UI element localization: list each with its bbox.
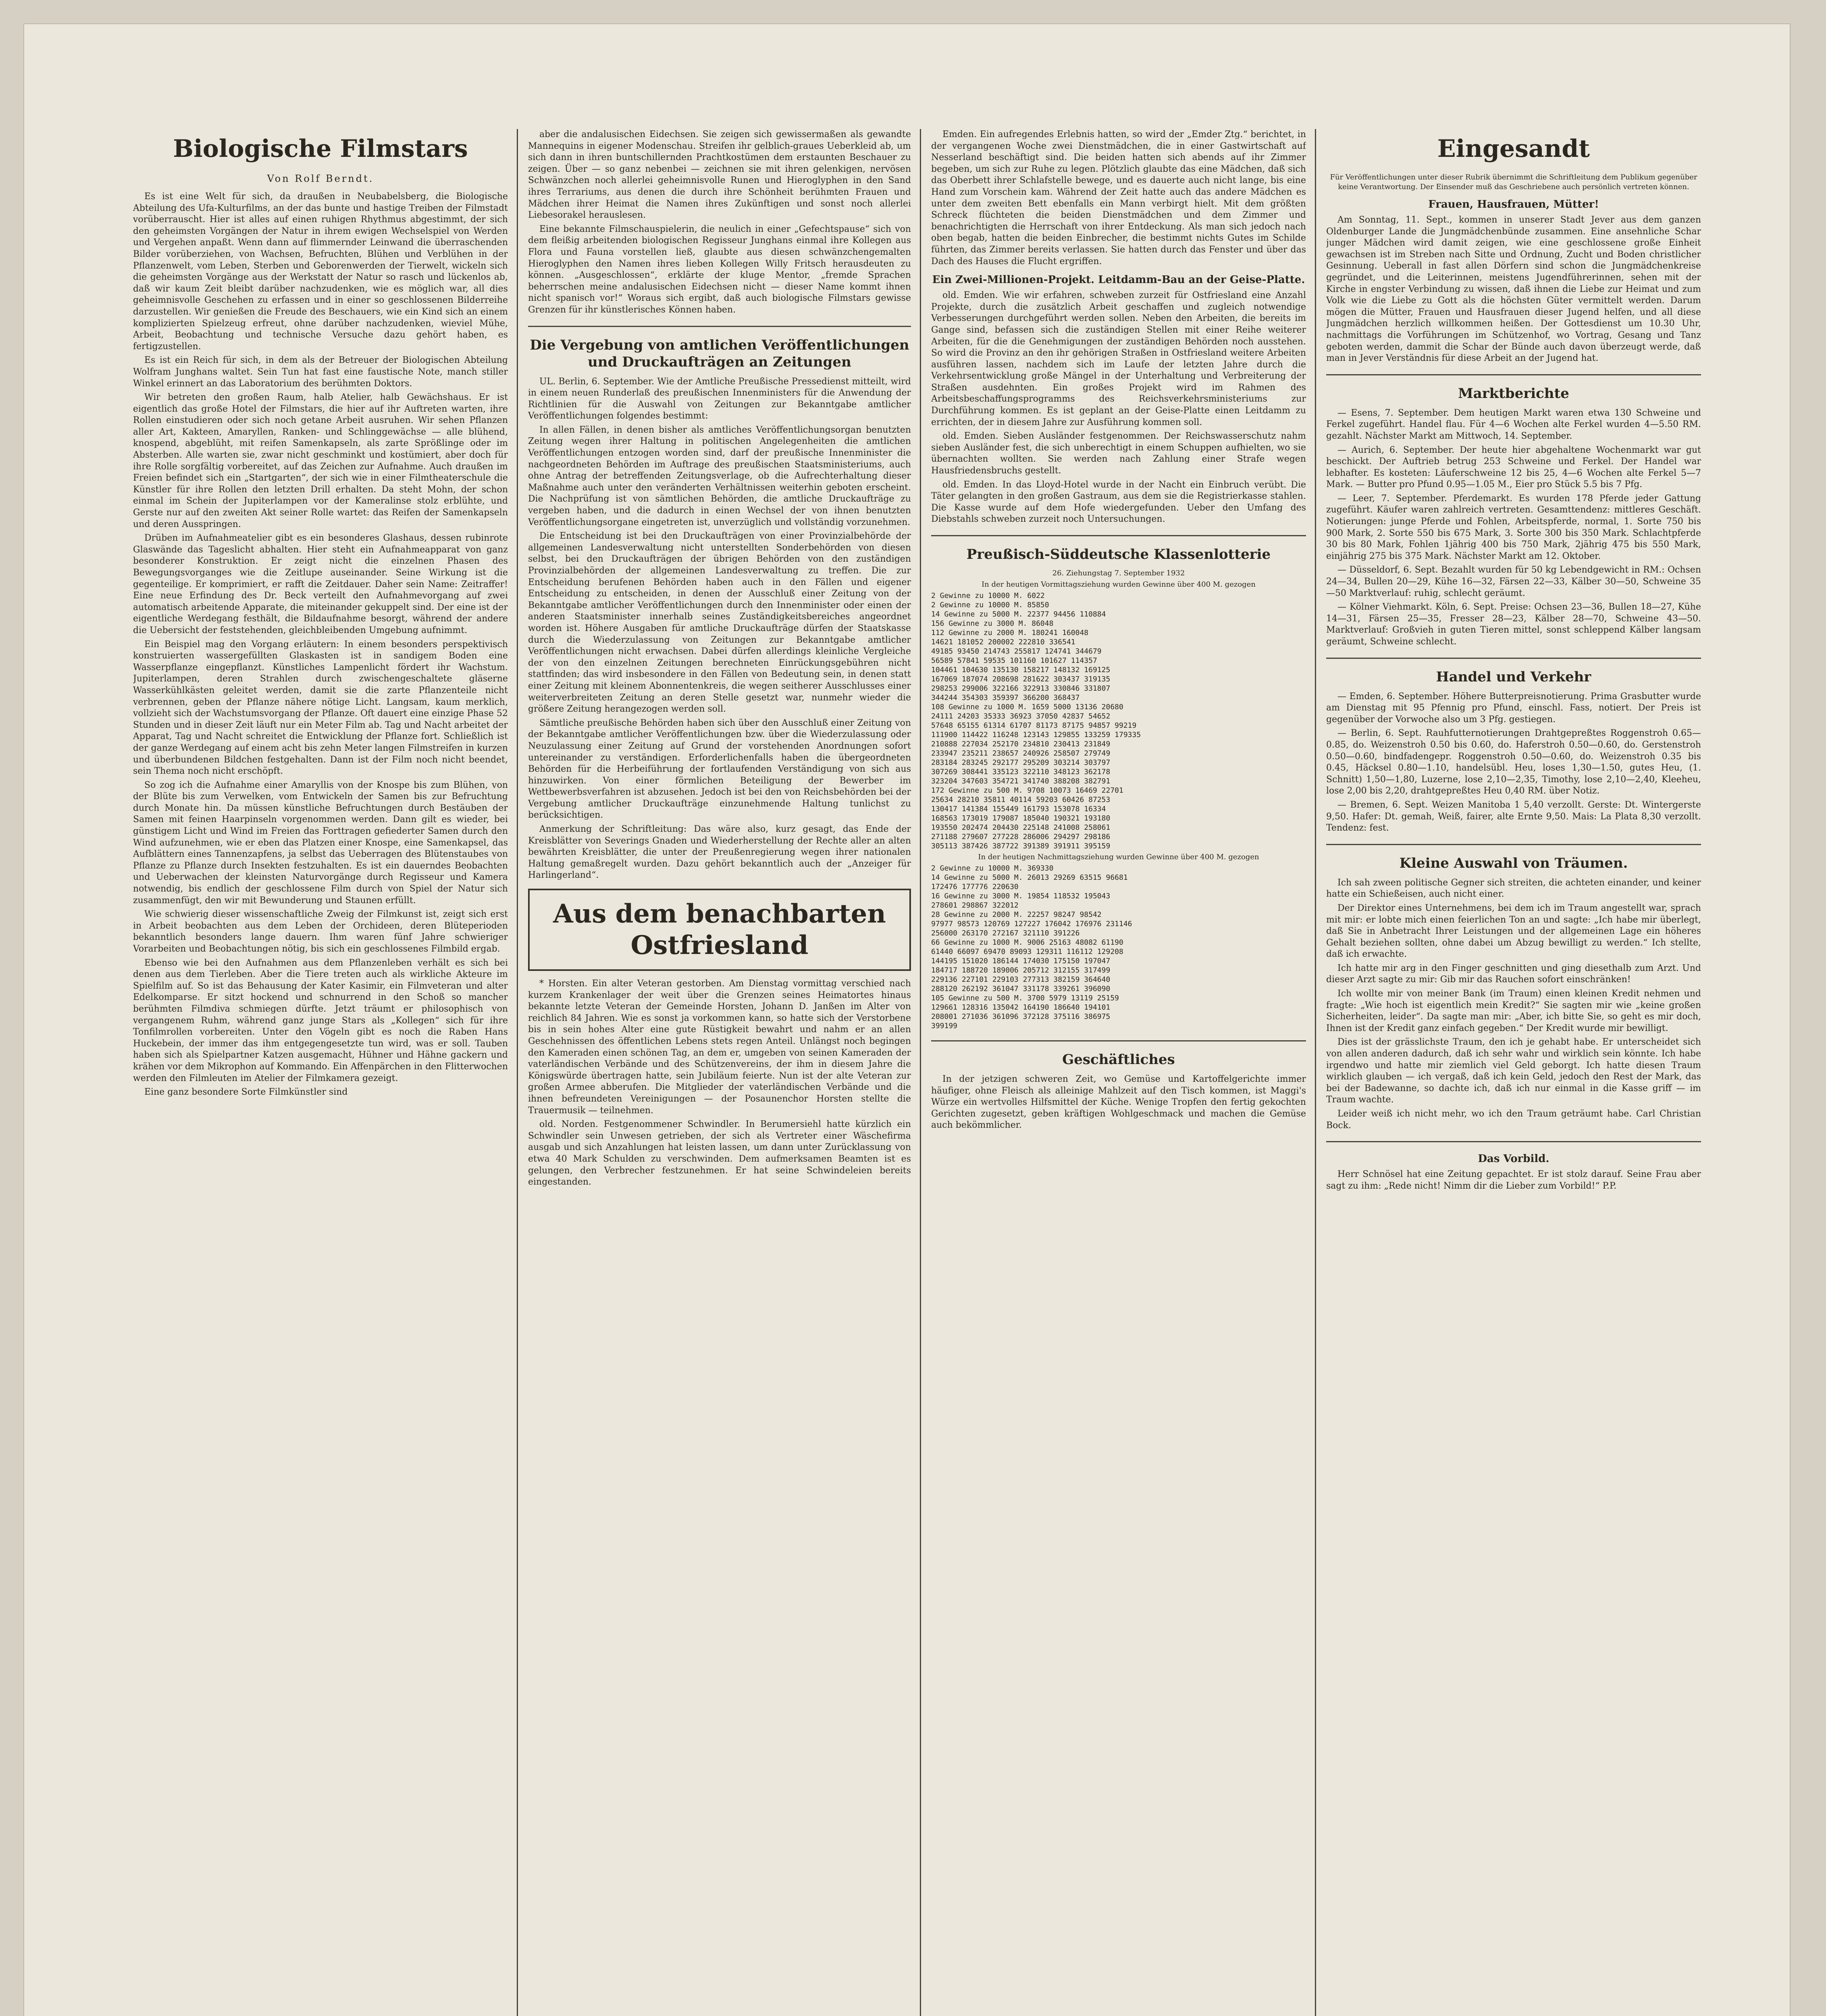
paragraph: Am Sonntag, 11. Sept., kommen in unserer Stadt Jever aus dem ganzen Oldenburger Lande die Jungmädchenbünde zusammen. Eine ansehnliche Schar junger Mädchen wird damit zeigen, wie eine geschlossene große Einheit gewachsen ist im Streben nach Sitte und Ordnung, Zucht und Boden christlicher Gesinnung. Ueberall in fast allen Dörfern sind schon die Jungmädchenkreise gegründet, und die Leiterinnen, meistens Jugendführerinnen, sehen mit der Kirche in engster Verbindung zu wissen, daß ihnen die Liebe zur Heimat und zum Volk wie die Liebe zu Gott als die höchsten Güter vermittelt werden. Darum mögen die Mütter, Frauen und Hausfrauen dieser Jugend helfen, und all diese Jungmädchen herzlich willkommen heißen. Der Gottesdienst um 10.30 Uhr, nachmittags die Vorführungen im Schützenhof, wo Vortrag, Gesang und Tanz geboten werden, dammit die Schar der Bünde auch davon überzeugt werde, daß man in Jever Verständnis für diese Arbeit an der Jugend hat. bbox=[1326, 215, 1701, 364]
article-headline: Eingesandt bbox=[1437, 135, 1590, 163]
paragraph: In allen Fällen, in denen bisher als amtliches Veröffentlichungsorgan benutzten Zeitung wegen ihrer Haltung in politischen Angelegenheiten die amtlichen Veröffentlichungen entzogen worden sind, darf der preußische Innenminister die nachgeordneten Behörden im Auftrage des preußischen Staatsministeriums, auch ohne Antrag der betreffenden Zeitungsverlage, ob die Aufrechterhaltung dieser Maßnahme auch unter den veränderten Verhältnissen weiterhin geboten erscheint. Die Nachprüfung ist von sämtlichen Behörden, die amtliche Druckaufträge zu vergeben haben, und die dadurch in einen Wechsel der von ihnen benutzten Veröffentlichungsorgane eingetreten ist, unverzüglich und vollständig vorzunehmen. bbox=[528, 425, 911, 527]
paragraph: Dies ist der grässlichste Traum, den ich je gehabt habe. Er unterscheidet sich von allen anderen dadurch, daß ich sehr wahr und wirklich sein könnte. Ich habe irgendwo und hatte mir ziemlich viel Geld geborgt. Ich hatte diesen Traum wirklich glauben — ich vergaß, daß ich kein Geld, jedoch den Rest der Mark, das bei der Badewanne, so dachte ich, daß ich nur einmal in die Kasse griff — im Traum wachte. bbox=[1326, 1037, 1701, 1105]
section-separator bbox=[931, 1040, 1306, 1041]
table-row: 184717 188720 189006 205712 312155 317499 bbox=[931, 966, 1111, 975]
table-row: 172476 177776 220630 bbox=[931, 883, 1019, 891]
note-text: In der heutigen Nachmittagsziehung wurden Gewinne über 400 M. gezogen bbox=[978, 853, 1259, 861]
column-2 bbox=[528, 129, 911, 2016]
table-row: 168563 173019 179087 185040 190321 193180 bbox=[931, 814, 1111, 823]
table-row: 208001 271036 361096 372128 375116 386975 bbox=[931, 1012, 1111, 1021]
table-row: 256000 263170 272167 321110 391226 bbox=[931, 929, 1080, 937]
column-divider-1 bbox=[517, 129, 518, 2016]
table-row: 56589 57841 59535 101160 101627 114357 bbox=[931, 656, 1097, 665]
note-text: In der heutigen Vormittagsziehung wurden Gewinne über 400 M. gezogen bbox=[982, 580, 1256, 589]
paragraph: Anmerkung der Schriftleitung: Das wäre also, kurz gesagt, das Ende der Kreisblätter von Severings Gnaden und Wiederherstellung der Rechte aller an alten bewährten Kreisblätter, die unter der Preußenregierung wegen ihrer nationalen Haltung gemaßregelt wurden. Dazu gehört bekanntlich auch der „Anzeiger für Harlingerland“. bbox=[528, 824, 911, 881]
table-row: 25634 28210 35811 40114 59203 60426 87253 bbox=[931, 796, 1111, 804]
table-row: 305113 387426 387722 391389 391911 395159 bbox=[931, 842, 1111, 850]
lottery-numbers-table bbox=[931, 591, 1306, 851]
paragraph: aber die andalusischen Eidechsen. Sie zeigen sich gewissermaßen als gewandte Mannequins in eigener Modenschau. Streifen ihr gelblich-graues Ueberkleid ab, um sich dann in ihren buntschillernden Prachtkostümen dem erstaunten Beschauer zu zeigen. Über — so ganz nebenbei — zeichnen sie mit ihren gelenkigen, nervösen Schwänzchen noch allerlei geheimnisvolle Runen und Hieroglyphen in den Sand ihres Terrariums, aus denen die durch ihre Schönheit berühmten Frauen und Mädchen ihrer Heimat die Namen ihres Zukünftigen und sonst noch allerlei Liebesorakel herauslesen. bbox=[528, 129, 911, 221]
paragraph: Der Direktor eines Unternehmens, bei dem ich im Traum angestellt war, sprach mit mir: er lobte mich einen feierlichen Ton an und sagte: „Ich habe mir überlegt, daß Sie in Anbetracht Ihrer Leistungen und der allgemeinen Lage ein höheres Gehalt beziehen sollten, ohne dabei um Abzug bewilligt zu werden.“ Ich stellte, daß ich erwachte. bbox=[1326, 903, 1701, 960]
table-row: 271188 279607 277228 286006 294297 298186 bbox=[931, 833, 1111, 841]
table-row: 229136 227101 229103 277313 382159 364640 bbox=[931, 975, 1111, 984]
table-row: 298253 299006 322166 322913 330846 331807 bbox=[931, 684, 1111, 693]
paragraph: — Bremen, 6. Sept. Weizen Manitoba 1 5,40 verzollt. Gerste: Dt. Wintergerste 9,50. Hafer: Dt. gemah, Weiß, fairer, alte Ernte 9,50. Mais: La Plata 8,30 verzollt. Tendenz: fest. bbox=[1326, 800, 1701, 833]
column-4 bbox=[1326, 129, 1701, 2016]
paragraph: old. Emden. Sieben Ausländer festgenommen. Der Reichswasserschutz nahm sieben Ausländer fest, die sich unberechtigt in einem Schuppen aufhielten, wo sie übernachten wollten. Sie werden nach Zahlung einer Strafe wegen Hausfriedensbruchs gestellt. bbox=[931, 431, 1306, 476]
paragraph: old. Emden. Wie wir erfahren, schweben zurzeit für Ostfriesland eine Anzahl Projekte, durch die zusätzlich Arbeit geschaffen und zugleich notwendige Verbesserungen durchgeführt werden sollen. Neben den Arbeiten, die bereits im Gange sind, befassen sich die zuständigen Stellen mit einer Reihe weiterer Arbeiten, für die die Genehmigungen der zuständigen Behörden noch ausstehen. So wird die Provinz an den ihr gehörigen Straßen in Ostfriesland weitere Arbeiten ausführen lassen, nachdem sich im Laufe der letzten Jahre durch die Verkehrsentwicklung große Mängel in der Unterhaltung und Verbreiterung der Straßen ausdehnten. Ein großes Projekt wird im Rahmen des Arbeitsbeschaffungsprogramms des Reichsverkehrsministeriums zur Durchführung kommen. Es ist geplant an der Geise-Platte einen Leitdamm zu errichten, der in diesem Jahre zur Ausführung kommen soll. bbox=[931, 290, 1306, 427]
table-row: 2 Gewinne zu 10000 M. 6022 bbox=[931, 591, 1045, 600]
table-row: 105 Gewinne zu 500 M. 3700 5979 13119 25159 bbox=[931, 994, 1119, 1002]
section-heading: Marktberichte bbox=[1458, 385, 1569, 402]
sub-heading: Das Vorbild. bbox=[1478, 1153, 1549, 1165]
paragraph: Herr Schnösel hat eine Zeitung gepachtet. Er ist stolz darauf. Seine Frau aber sagt zu ihm: „Rede nicht! Nimm dir die Lieber zum Vorbild!“ P.P. bbox=[1326, 1169, 1701, 1191]
paragraph: Leider weiß ich nicht mehr, wo ich den Traum geträumt habe. Carl Christian Bock. bbox=[1326, 1109, 1701, 1131]
paragraph: old. Norden. Festgenommener Schwindler. In Berumersiehl hatte kürzlich ein Schwindler sein Unwesen getrieben, der sich als Vertreter einer Wäschefirma ausgab und sich Anzahlungen hat leisten lassen, um dann unter Zurücklassung von etwa 40 Mark Schulden zu verschwinden. Dem aufmerksamen Beamten ist es gelungen, den Verbrecher festzunehmen. Er hat seine Schwindeleien bereits eingestanden. bbox=[528, 1119, 911, 1187]
paragraph: Es ist ein Reich für sich, in dem als der Betreuer der Biologischen Abteilung Wolfram Junghans waltet. Sein Tun hat fast eine faustische Note, manch stiller Winkel erinnert an das Laboratorium des berühmten Doktors. bbox=[133, 355, 508, 389]
column-divider-2 bbox=[920, 129, 921, 2016]
paragraph: Wie schwierig dieser wissenschaftliche Zweig der Filmkunst ist, zeigt sich erst in Arbeit beobachten aus dem Leben der Orchideen, deren Blüteperioden bekanntlich besonders lange dauern. Ihm waren fünf Jahre schwieriger Vorarbeiten und Beobachtungen nötig, bis sich ein geschlossenes Filmbild ergab. bbox=[133, 909, 508, 954]
section-separator bbox=[1326, 1141, 1701, 1142]
table-row: 2 Gewinne zu 10000 M. 369330 bbox=[931, 864, 1054, 873]
section-heading: Die Vergebung von amtlichen Veröffentlichungen und Druckaufträgen an Zeitungen bbox=[530, 337, 909, 370]
paragraph: * Horsten. Ein alter Veteran gestorben. Am Dienstag vormittag verschied nach kurzem Krankenlager der weit über die Grenzen seines Heimatortes hinaus bekannte letzte Veteran der Gemeinde Horsten, Johann D. Janßen im Alter von reichlich 84 Jahren. Wie es sonst ja vorkommen kann, so hatte sich der Verstorbene bis in sein hohes Alter eine gute Rüstigkeit bewahrt und nahm er an allen Geschehnissen des öffentlichen Lebens stets regen Anteil. Unlängst noch begingen den Kameraden einen schönen Tag, an dem er, umgeben von seinen Kameraden der vaterländischen Verbände und des Schützenvereins, der ihm in diesem Jahre die Königswürde übertragen hatte, sein Jubiläum feierte. Nun ist der alte Veteran zur großen Armee abberufen. Die Mitglieder der vaterländischen Verbände und die ihnen befreundeten Vereinigungen — der Posaunenchor Horsten stellte die Trauermusik — teilnehmen. bbox=[528, 979, 911, 1116]
table-row: 14 Gewinne zu 5000 M. 26013 29269 63515 96681 bbox=[931, 873, 1128, 882]
table-row: 233947 235211 238657 240926 258507 279749 bbox=[931, 749, 1111, 758]
boxed-section-heading: Aus dem benachbarten Ostfriesland bbox=[528, 889, 911, 971]
table-row: 61440 66097 69470 89093 129311 116112 129208 bbox=[931, 948, 1123, 956]
column-1 bbox=[133, 129, 508, 2016]
column-3 bbox=[931, 129, 1306, 2016]
paragraph: Wir betreten den großen Raum, halb Atelier, halb Gewächshaus. Er ist eigentlich das große Hotel der Filmstars, die hier auf ihr Auftreten warten, ihre Rollen einstudieren oder sich noch getane Arbeit ausruhen. Wir sehen Pflanzen aller Art, Kakteen, Amaryllen, Ranken- und Schlinggewächse — alle blühend, knospend, abgeblüht, mit reifen Samenkapseln, als zarte Sprößlinge oder im Absterben. Alle warten sie, zwar nicht geschminkt und kostümiert, aber doch für ihre Rolle sorgfältig vorbereitet, auf das Zeichen zur Aufnahme. Auch draußen im Freien befindet sich ein „Startgarten“, der sich wie in einer Filmtheaterschule die Künstler für ihre Rollen den letzten Drill erhalten. Da steht Mohn, der schon einmal im Schein der Jupiterlampen vor der Kameralinse stolz erblühte, und Gerste nur auf den zweiten Akt seiner Rolle wartet: das Reifen der Samenkapseln und deren Ausspringen. bbox=[133, 392, 508, 529]
table-row: 307269 308441 335123 322110 348123 362178 bbox=[931, 768, 1111, 776]
paragraph: — Leer, 7. September. Pferdemarkt. Es wurden 178 Pferde jeder Gattung zugeführt. Käufer waren zahlreich vertreten. Gesamttendenz: mittleres Geschäft. Notierungen: junge Pferde und Fohlen, Arbeitspferde, normal, 1. Sorte 750 bis 900 Mark, 2. Sorte 550 bis 675 Mark, 3. Sorte 300 bis 350 Mark. Schlachtpferde 30 bis 80 Mark, Fohlen 1jährig 400 bis 750 Mark, 2jährig 475 bis 550 Mark, einjährig 275 bis 375 Mark. Nächster Markt am 12. Oktober. bbox=[1326, 493, 1701, 561]
paragraph: Ebenso wie bei den Aufnahmen aus dem Pflanzenleben verhält es sich bei denen aus dem Tierleben. Aber die Tiere treten auch als wirkliche Akteure im Spielfilm auf. So ist das Behausung der Kater Kasimir, ein Filmveteran und alter Edelkomparse. Er sitzt hockend und schnurrend in den Schoß so mancher berühmten Filmdiva schmiegen dürfte. Jetzt träumt er philosophisch von vergangenem Ruhm, während ganz junge Stars als „Kollegen“ sich für ihre Tonfilmrollen vorbereiten. Unter den Vögeln gibt es noch die Raben Hans Huckebein, der immer das ihm entgegengesetzte tun wird, was er soll. Tauben haben sich als Spielpartner Katzen ausgemacht, Hühner und Hähne gackern und krähen vor dem Mikrophon auf Kommando. Ein Affenpärchen in den Flitterwochen werden den Filmleuten im Atelier der Filmkamera gezeigt. bbox=[133, 958, 508, 1083]
paragraph: Die Entscheidung ist bei den Druckaufträgen von einer Provinzialbehörde der allgemeinen Landesverwaltung nicht unterstellten Sonderbehörden von diesen selbst, bei den Druckaufträgen der übrigen Behörden von den zuständigen Provinzialbehörden der allgemeinen Landesverwaltung zu treffen. Die zur Entscheidung berufenen Behörden haben auch in den Fällen und eigener Entscheidung zu entscheiden, in denen der Ausschluß einer Zeitung von der Bekanntgabe amtlicher Veröffentlichungen durch den Innenminister oder einen der anderen Staatsminister innerhalb seines Zuständigkeitsbereiches angeordnet worden ist. Höhere Ausgaben für amtliche Druckaufträge dürfen der Staatskasse durch die Wiederzulassung von Zeitungen zur Bekanntgabe amtlicher Veröffentlichungen nicht erwachsen. Dabei dürfen allerdings kleinliche Vergleiche der von den einzelnen Zeitungen berechneten Einrückungsgebühren nicht stattfinden; das wird insbesondere in den Fällen von Bedeutung sein, in denen statt einer Zeitung mit kleinem Abonnentenkreis, die wegen seitherer Ausschlusses einer weiterverbreiteten Zeitung an deren Stelle gesetzt war, nunmehr wieder die größere Zeitung herangezogen werden soll. bbox=[528, 531, 911, 714]
table-row: 28 Gewinne zu 2000 M. 22257 98247 98542 bbox=[931, 910, 1102, 919]
paragraph: Eine ganz besondere Sorte Filmkünstler sind bbox=[144, 1087, 348, 1098]
table-row: 172 Gewinne zu 500 M. 9708 10073 16469 22701 bbox=[931, 786, 1123, 795]
column-divider-3 bbox=[1315, 129, 1316, 2016]
table-row: 344244 354303 359397 366200 368437 bbox=[931, 694, 1080, 702]
table-row: 129661 128316 135042 164190 186640 194101 bbox=[931, 1003, 1111, 1012]
paragraph: old. Emden. In das Lloyd-Hotel wurde in der Nacht ein Einbruch verübt. Die Täter gelangten in den großen Gastraum, aus dem sie die Registrierkasse stahlen. Die Kasse wurde auf dem Hofe wiedergefunden. Ueber den Umfang des Diebstahls schweben zurzeit noch Untersuchungen. bbox=[931, 479, 1306, 525]
paragraph: Drüben im Aufnahmeatelier gibt es ein besonderes Glashaus, dessen rubinrote Glaswände das Tageslicht abhalten. Hier steht ein Aufnahmeapparat von ganz besonderer Konstruktion. Er zeigt nicht die einzelnen Phasen des Bewegungsvorganges wie die Zeitlupe auseinander. Seine Wirkung ist die gegenteilige. Er komprimiert, er rafft die Zeitdauer. Daher sein Name: Zeitraffer! Eine neue Erfindung des Dr. Beck verteilt den Aufnahmevorgang auf zwei automatisch arbeitende Apparate, die miteinander gekuppelt sind. Der eine ist der eigentliche Werdegang festhält, die Bildaufnahme besorgt, während der andere die Uebersicht der feststehenden, gleichbleibenden Umgebung aufnimmt. bbox=[133, 533, 508, 635]
table-row: 278601 298867 322012 bbox=[931, 901, 1019, 910]
section-separator bbox=[1326, 374, 1701, 375]
table-row: 57648 65155 61314 61707 81173 87175 94857 99219 bbox=[931, 721, 1137, 730]
note-text: Für Veröffentlichungen unter dieser Rubrik übernimmt die Schriftleitung dem Publikum gegenüber keine Verantwortung. Der Einsender muß das Geschriebene auch persönlich vertreten können. bbox=[1330, 173, 1697, 191]
article-byline: Von Rolf Berndt. bbox=[267, 173, 374, 184]
paragraph: So zog ich die Aufnahme einer Amaryllis von der Knospe bis zum Blühen, von der Blüte bis zum Verwelken, vom Entwickeln der Samen bis zur Befruchtung durch Monate hin. Da müssen künstliche Befruchtungen durch Bestäuben der Samen mit feinen Haarpinseln vorgenommen werden. Dann gilt es wieder, bei günstigem Licht und Wind im Freien das Forttragen gefiederter Samen durch den Wind aufzunehmen, wie er eben das Platzen einer Knospe, eine Samenkapsel, das Aufblättern eines Tannenzapfens, ja selbst das Ueberragen des Blütenstaubes von Pflanze zu Pflanze durch Insekten festzuhalten. Es ist ein dauerndes Beobachten und Ueberwachen der kleinsten Naturvorgänge durch Regisseur und Kamera notwendig, bis endlich der geschlossene Film durch von Spiel der Natur sich zusammenfügt, den wir mit Bewunderung und Staunen erfüllt. bbox=[133, 780, 508, 906]
table-row: 108 Gewinne zu 1000 M. 1659 5000 13136 20680 bbox=[931, 703, 1123, 711]
table-row: 16 Gewinne zu 3000 M. 19854 118532 195043 bbox=[931, 892, 1111, 900]
table-row: 66 Gewinne zu 1000 M. 9006 25163 48082 61190 bbox=[931, 938, 1123, 947]
table-row: 97977 98573 120769 127227 176042 176976 231146 bbox=[931, 920, 1132, 928]
paragraph: — Düsseldorf, 6. Sept. Bezahlt wurden für 50 kg Lebendgewicht in RM.: Ochsen 24—34, Bullen 20—29, Kühe 16—32, Färsen 22—33, Kälber 30—50, Schweine 35—50 Marktverlauf: ruhig, schlecht geräumt. bbox=[1326, 565, 1701, 598]
section-separator bbox=[528, 326, 911, 327]
table-row: 283184 283245 292177 295209 303214 303797 bbox=[931, 758, 1111, 767]
table-row: 49185 93450 214743 255817 124741 344679 bbox=[931, 647, 1102, 656]
table-row: 156 Gewinne zu 3000 M. 86048 bbox=[931, 619, 1054, 628]
section-heading: Handel und Verkehr bbox=[1436, 669, 1591, 685]
paragraph: Eine bekannte Filmschauspielerin, die neulich in einer „Gefechtspause“ sich von dem fleißig arbeitenden biologischen Regisseur Junghans einmal ihre Kollegen aus Flora und Fauna vorstellen ließ, glaubte aus diesen schwänzchengemalten Hieroglyphen den Namen ihres lieben Kollegen Willy Fritsch herausdeuten zu können. „Ausgeschlossen“, erklärte der kluge Mentor, „fremde Sprachen beherrschen meine andalusischen Eidechsen nicht — dieser Name kommt ihnen nicht spanisch vor!“ Woraus sich ergibt, daß auch biologische Filmstars gewisse Grenzen für ihr künstlerisches Können haben. bbox=[528, 224, 911, 315]
paragraph: — Esens, 7. September. Dem heutigen Markt waren etwa 130 Schweine und Ferkel zugeführt. Handel flau. Für 4—6 Wochen alte Ferkel wurden 4—5.50 RM. gezahlt. Nächster Markt am Mittwoch, 14. September. bbox=[1326, 408, 1701, 441]
table-row: 210888 227034 252170 234810 230413 231849 bbox=[931, 740, 1111, 748]
table-row: 14 Gewinne zu 5000 M. 22377 94456 110884 bbox=[931, 610, 1106, 619]
table-row: 14621 181052 200002 222810 336541 bbox=[931, 638, 1075, 646]
lottery-numbers-table bbox=[931, 864, 1306, 1031]
paragraph: Emden. Ein aufregendes Erlebnis hatten, so wird der „Emder Ztg.“ berichtet, in der vergangenen Woche zwei Dienstmädchen, die in einer Gastwirtschaft auf Nesserland beschäftigt sind. Die beiden hatten sich abends auf ihr Zimmer begeben, um sich zur Ruhe zu legen. Plötzlich glaubte das eine Mädchen, daß sich das Oberbett ihrer Schlafstelle bewege, und es dauerte auch nicht lange, bis eine Hand zum Vorschein kam. Während der Zeit hatte auch das andere Mädchen es unter dem zweiten Bett ebenfalls ein Mann verbirgt hielt. Mit dem größten Schreck flüchteten die beiden Dienstmädchen und dem Zimmer und benachrichtigten die Herrschaft von ihrer Entdeckung. Als man sich jedoch nach oben begab, hatten die beiden Einbrecher, die bestimmt nichts Gutes im Schilde führten, das Zimmer bereits verlassen. Sie hatten durch das Fenster und über das Dach des Hauses die Flucht ergriffen. bbox=[931, 129, 1306, 267]
sub-heading: Ein Zwei-Millionen-Projekt. Leitdamm-Bau an der Geise-Platte. bbox=[932, 274, 1305, 286]
table-row: 193550 202474 204430 225148 241008 258061 bbox=[931, 823, 1111, 832]
table-row: 323204 347603 354721 341740 388208 382791 bbox=[931, 777, 1111, 785]
table-row: 111900 114422 116248 123143 129855 133259 179335 bbox=[931, 731, 1141, 739]
section-heading: Preußisch-Süddeutsche Klassenlotterie bbox=[966, 546, 1271, 562]
table-row: 24111 24203 35333 36923 37050 42837 54652 bbox=[931, 712, 1111, 721]
paragraph: Ich sah zween politische Gegner sich streiten, die achteten einander, und keiner hatte ein Schießeisen, auch nicht einer. bbox=[1326, 877, 1701, 900]
table-row: 288120 262192 361047 331178 339261 396090 bbox=[931, 985, 1111, 993]
section-separator bbox=[1326, 658, 1701, 659]
paragraph: In der jetzigen schweren Zeit, wo Gemüse und Kartoffelgerichte immer häufiger, ohne Fleisch als alleinige Mahlzeit auf den Tisch kommen, ist Maggi's Würze ein wertvolles Hilfsmittel der Küche. Wenige Tropfen den fertig gekochten Gerichten zugesetzt, geben kräftigen Wohlgeschmack und machen die Gemüse auch bekömmlicher. bbox=[931, 1074, 1306, 1131]
paragraph: UL. Berlin, 6. September. Wie der Amtliche Preußische Pressedienst mitteilt, wird in einem neuen Runderlaß des preußischen Innenministers für die Anwendung der Richtlinien für die Auswahl von Zeitungen zur Bekanntgabe amtlicher Veröffentlichungen folgendes bestimmt: bbox=[528, 376, 911, 421]
newspaper-page bbox=[24, 24, 1790, 2016]
paragraph: Es ist eine Welt für sich, da draußen in Neubabelsberg, die Biologische Abteilung des Ufa-Kulturfilms, an der das bunte und hastige Treiben der Filmstadt vorüberrauscht. Hier ist alles auf einen ruhigen Rhythmus abgestimmt, der sich den geheimsten Vorgängen der Natur in ihrem ewigen Wechselspiel von Werden und Vergehen anpaßt. Wenn dann auf flimmernder Leinwand die überraschenden Bilder vorüberziehen, von Wachsen, Befruchten, Blühen und Verblühen in der Pflanzenwelt, vom Leben, Sterben und Geborenwerden der Tierwelt, wickeln sich die geheimsten Vorgänge aus der Werkstatt der Natur so rasch und lückenlos ab, daß wir kaum Zeit bleibt darüber nachzudenken, wie es möglich war, all dies geheimnisvolle Geschehen zu erfassen und in einer so geschlossenen Bilderreihe darzustellen. Wir genießen die Freude des Beschauers, wie ein Kind sich an einem komplizierten Spielzeug erfreut, ohne darüber nachzudenken, wieviel Mühe, Arbeit, Beobachtung und technische Versuche dazu gehört haben, es fertigzustellen. bbox=[133, 192, 508, 352]
paragraph: — Kölner Viehmarkt. Köln, 6. Sept. Preise: Ochsen 23—36, Bullen 18—27, Kühe 14—31, Färsen 25—35, Fresser 28—23, Kälber 28—70, Schweine 43—50. Marktverlauf: Großvieh in guten Tieren mittel, sonst schleppend Kälber langsam geräumt, Schweine schlecht. bbox=[1326, 602, 1701, 647]
note-text: 26. Ziehungstag 7. September 1932 bbox=[1052, 569, 1185, 577]
table-row: 2 Gewinne zu 10000 M. 85850 bbox=[931, 601, 1049, 609]
paragraph: Sämtliche preußische Behörden haben sich über den Ausschluß einer Zeitung von der Bekanntgabe amtlicher Veröffentlichungen bzw. über die Wiederzulassung oder Neuzulassung einer Zeitung auf Grund der vorstehenden Anordnungen sofort untereinander zu verständigen. Erforderlichenfalls haben die übergeordneten Behörden für die Herbeiführung der fortlaufenden Verständigung von sich aus hinzuwirken. Von einer förmlichen Beteiligung der Bewerber im Wettbewerbsverfahren ist abzusehen. Jedoch ist bei den von Reichsbehörden bei der Vergebung amtlicher Druckaufträge einzunehmende Haltung tunlichst zu berücksichtigen. bbox=[528, 718, 911, 821]
paragraph: Ich wollte mir von meiner Bank (im Traum) einen kleinen Kredit nehmen und fragte: „Wie hoch ist eigentlich mein Kredit?“ Sie sagten mir wie „keine großen Sicherheiten, leider“. Da sagte man mir: „Aber, ich bitte Sie, so geht es mir doch, Ihnen ist der Kredit ganz einfach gegeben.“ Der Kredit wurde mir bewilligt. bbox=[1326, 989, 1701, 1033]
table-row: 104461 104630 135130 158217 148132 169125 bbox=[931, 666, 1111, 674]
paragraph: Ein Beispiel mag den Vorgang erläutern: In einem besonders perspektivisch konstruierten wassergefüllten Glaskasten ist in sandigem Boden eine Wasserpflanze eingepflanzt. Künstliches Lampenlicht fördert ihr Wachstum. Jupiterlampen, deren Strahlen durch zwischengeschaltete gläserne Wasserkühlkästen geleitet werden, damit sie die zarte Pflanzenteile nicht verbrennen, geben der Pflanze nähere nötige Licht. Langsam, kaum merklich, vollzieht sich der Wachstumsvorgang der Pflanze. Oft dauert eine einzige Phase 52 Stunden und in dieser Zeit läuft nur ein Meter Film ab. Tag und Nacht arbeitet der Apparat, Tag und Nacht schreitet die Entwicklung der Pflanze fort. Schließlich ist der ganze Werdegang auf einem acht bis zehn Meter langen Filmstreifen in kurzen und überbundenen Bildchen festgehalten. Dann ist der Film noch nicht beendet, sein Thema noch nicht erschöpft. bbox=[133, 639, 508, 777]
section-separator bbox=[931, 535, 1306, 536]
table-row: 144195 151020 186144 174030 175150 197047 bbox=[931, 957, 1111, 965]
paragraph: Ich hatte mir arg in den Finger geschnitten und ging diesethalb zum Arzt. Und dieser Arzt sagte zu mir: Gib mir das Rauchen sofort einschränken! bbox=[1326, 963, 1701, 985]
paragraph: — Berlin, 6. Sept. Rauhfutternotierungen Drahtgepreßtes Roggenstroh 0.65—0.85, do. Weizenstroh 0.50 bis 0.60, do. Haferstroh 0.50—0.60, do. Gerstenstroh 0.50—0.60, bindfadengepr. Roggenstroh 0.50—0.60, do. Weizenstroh 0.35 bis 0.45, Häcksel 0.80—1.10, handelsübl. Heu, loses 1,30—1.50, gutes Heu, (1. Schnitt) 1,50—1,80, Luzerne, lose 2,10—2,35, Timothy, lose 2,10—2,40, Kleeheu, lose 2,00 bis 2,20, drahtgepreßtes Heu 0,40 RM. über Notiz. bbox=[1326, 728, 1701, 796]
section-heading: Geschäftliches bbox=[1062, 1052, 1175, 1068]
paragraph: — Emden, 6. September. Höhere Butterpreisnotierung. Prima Grasbutter wurde am Dienstag mit 95 Pfennig pro Pfund, einschl. Fass, notiert. Der Preis ist gegenüber der Vorwoche also um 3 Pfg. gestiegen. bbox=[1326, 691, 1701, 725]
sub-heading: Frauen, Hausfrauen, Mütter! bbox=[1428, 198, 1599, 210]
section-separator bbox=[1326, 844, 1701, 845]
paragraph: — Aurich, 6. September. Der heute hier abgehaltene Wochenmarkt war gut beschickt. Der Auftrieb betrug 253 Schweine und Ferkel. Der Handel war lebhafter. Es kosteten: Läuferschweine 12 bis 25, 4—6 Wochen alte Ferkel 5—7 Mark. — Butter pro Pfund 0.95—1.05 M., Eier pro Stück 5.5 bis 7 Pfg. bbox=[1326, 445, 1701, 490]
table-row: 399199 bbox=[931, 1022, 958, 1030]
table-row: 130417 141384 155449 161793 153078 16334 bbox=[931, 805, 1106, 813]
section-heading: Kleine Auswahl von Träumen. bbox=[1399, 855, 1628, 871]
table-row: 167069 187074 208698 281622 303437 319135 bbox=[931, 675, 1111, 683]
table-row: 112 Gewinne zu 2000 M. 180241 160048 bbox=[931, 629, 1089, 637]
article-headline: Biologische Filmstars bbox=[173, 135, 468, 163]
